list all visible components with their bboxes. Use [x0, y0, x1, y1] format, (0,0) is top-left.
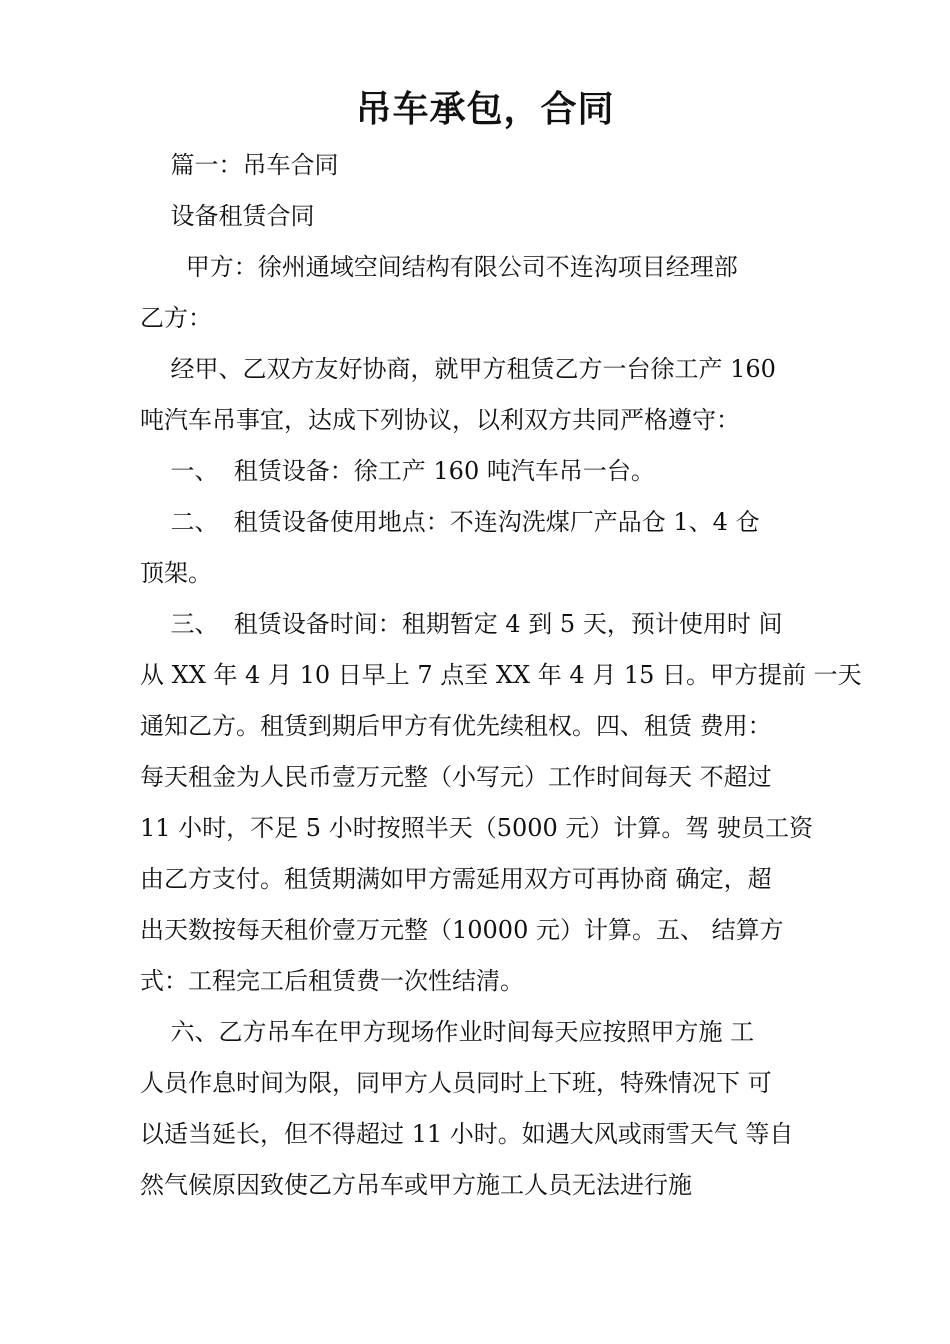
paragraph-line: 出天数按每天租价壹万元整（10000 元）计算。五、 结算方	[140, 916, 784, 944]
clause-6-line: 六、乙方吊车在甲方现场作业时间每天应按照甲方施 工	[140, 1018, 755, 1046]
contract-subtitle: 设备租赁合同	[140, 202, 315, 230]
paragraph-line: 11 小时，不足 5 小时按照半天（5000 元）计算。驾 驶员工资	[140, 814, 814, 842]
paragraph-line: 式：工程完工后租赁费一次性结清。	[140, 967, 524, 995]
document-title: 吊车承包，合同	[355, 89, 615, 130]
paragraph-line: 吨汽车吊事宜，达成下列协议，以利双方共同严格遵守：	[140, 406, 740, 434]
clause-3-line: 三、 租赁设备时间：租期暂定 4 到 5 天，预计使用时 间	[140, 610, 783, 638]
party-b-line: 乙方：	[140, 304, 212, 332]
clause-2-line: 二、 租赁设备使用地点：不连沟洗煤厂产品仓 1、4 仓	[140, 508, 760, 536]
party-a-line: 甲方：徐州通域空间结构有限公司不连沟项目经理部	[140, 253, 738, 281]
paragraph-line: 由乙方支付。租赁期满如甲方需延用双方可再协商 确定，超	[140, 865, 772, 893]
paragraph-line: 顶架。	[140, 559, 212, 587]
paragraph-line: 从 XX 年 4 月 10 日早上 7 点至 XX 年 4 月 15 日。甲方提前 一天	[140, 661, 862, 689]
paragraph-line: 人员作息时间为限，同甲方人员同时上下班，特殊情况下 可	[140, 1069, 772, 1097]
paragraph-line: 然气候原因致使乙方吊车或甲方施工人员无法进行施	[140, 1171, 692, 1199]
section-heading: 篇一：吊车合同	[140, 151, 339, 179]
paragraph-line: 以适当延长，但不得超过 11 小时。如遇大风或雨雪天气 等自	[140, 1120, 794, 1148]
paragraph-line: 通知乙方。租赁到期后甲方有优先续租权。四、租赁 费用：	[140, 712, 772, 740]
paragraph-line: 经甲、乙双方友好协商，就甲方租赁乙方一台徐工产 160	[140, 355, 776, 383]
clause-1-line: 一、 租赁设备：徐工产 160 吨汽车吊一台。	[140, 457, 655, 485]
paragraph-line: 每天租金为人民币壹万元整（小写元）工作时间每天 不超过	[140, 763, 772, 791]
document-body	[140, 140, 862, 1211]
